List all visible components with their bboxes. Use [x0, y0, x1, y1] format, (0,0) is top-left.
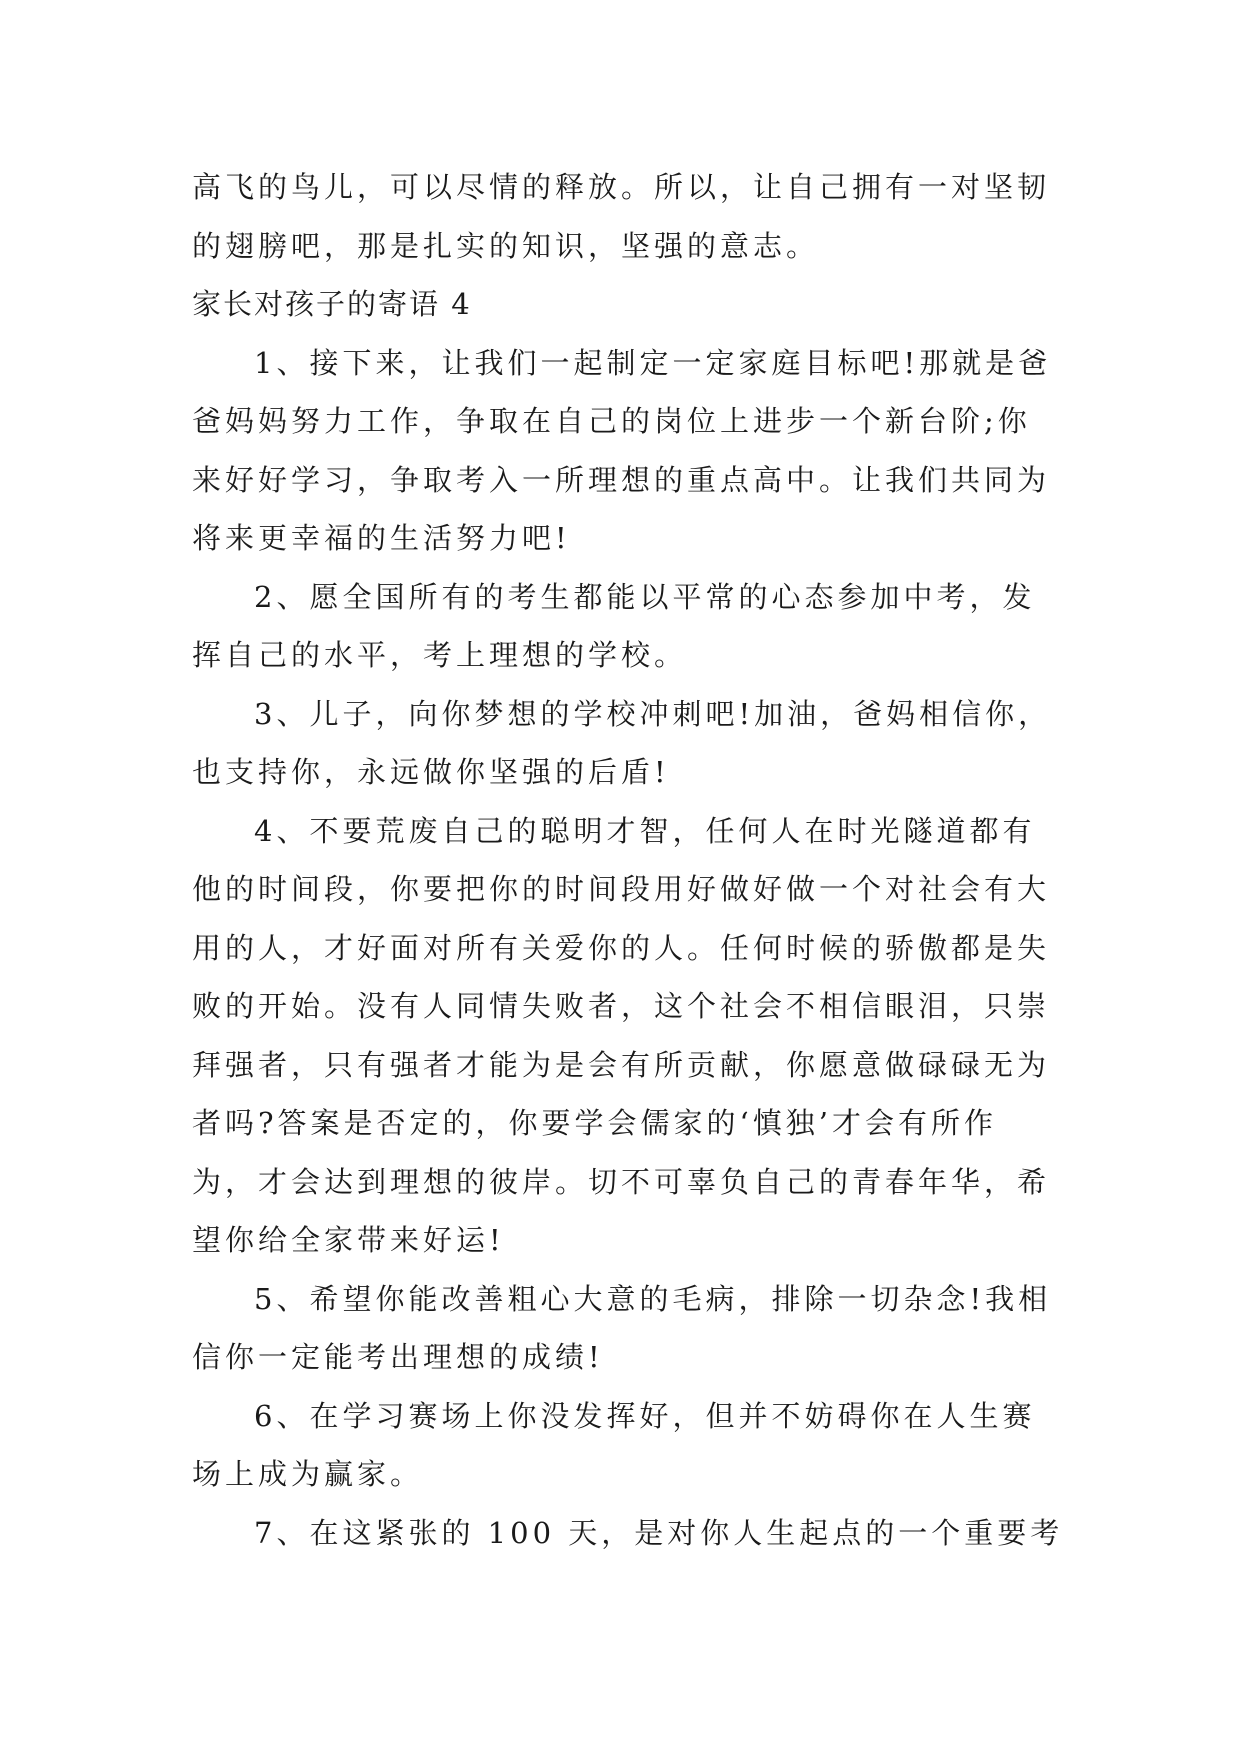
- text-line: 将来更幸福的生活努力吧!: [192, 521, 571, 555]
- text-line: 高飞的鸟儿，可以尽情的释放。所以，让自己拥有一对坚韧: [192, 170, 1051, 204]
- text-line: 的翅膀吧，那是扎实的知识，坚强的意志。: [192, 228, 820, 263]
- text-line: 为，才会达到理想的彼岸。切不可辜负自己的青春年华，希: [192, 1164, 1051, 1199]
- text-line: 用的人，才好面对所有关爱你的人。任何时候的骄傲都是失: [192, 930, 1051, 965]
- text-line: 他的时间段，你要把你的时间段用好做好做一个对社会有大: [192, 872, 1051, 906]
- text-line: 也支持你，永远做你坚强的后盾!: [192, 755, 670, 789]
- text-line: 2、愿全国所有的考生都能以平常的心态参加中考，发: [254, 579, 1036, 614]
- text-line: 场上成为赢家。: [192, 1457, 424, 1491]
- text-line: 6、在学习赛场上你没发挥好，但并不妨碍你在人生赛: [254, 1398, 1036, 1433]
- text-line: 挥自己的水平，考上理想的学校。: [192, 638, 688, 672]
- text-line: 拜强者，只有强者才能为是会有所贡献，你愿意做碌碌无为: [192, 1047, 1051, 1082]
- text-line: 者吗?答案是否定的，你要学会儒家的‘慎独’才会有所作: [192, 1106, 997, 1140]
- text-line: 4、不要荒废自己的聪明才智，任何人在时光隧道都有: [254, 813, 1036, 848]
- text-line: 7、在这紧张的 100 天，是对你人生起点的一个重要考: [254, 1515, 1064, 1550]
- text-line: 5、希望你能改善粗心大意的毛病，排除一切杂念!我相: [254, 1281, 1052, 1316]
- text-line: 信你一定能考出理想的成绩!: [192, 1340, 604, 1374]
- text-line: 来好好学习，争取考入一所理想的重点高中。让我们共同为: [192, 462, 1051, 497]
- text-line: 3、儿子，向你梦想的学校冲刺吧!加油，爸妈相信你，: [254, 696, 1052, 731]
- text-line: 1、接下来，让我们一起制定一定家庭目标吧!那就是爸: [254, 345, 1052, 380]
- text-line: 爸妈妈努力工作，争取在自己的岗位上进步一个新台阶;你: [192, 404, 1031, 438]
- document-body: [192, 158, 1062, 1562]
- text-line: 败的开始。没有人同情失败者，这个社会不相信眼泪，只崇: [192, 989, 1051, 1023]
- section-heading: 家长对孩子的寄语 4: [192, 287, 472, 321]
- text-line: 望你给全家带来好运!: [192, 1223, 505, 1257]
